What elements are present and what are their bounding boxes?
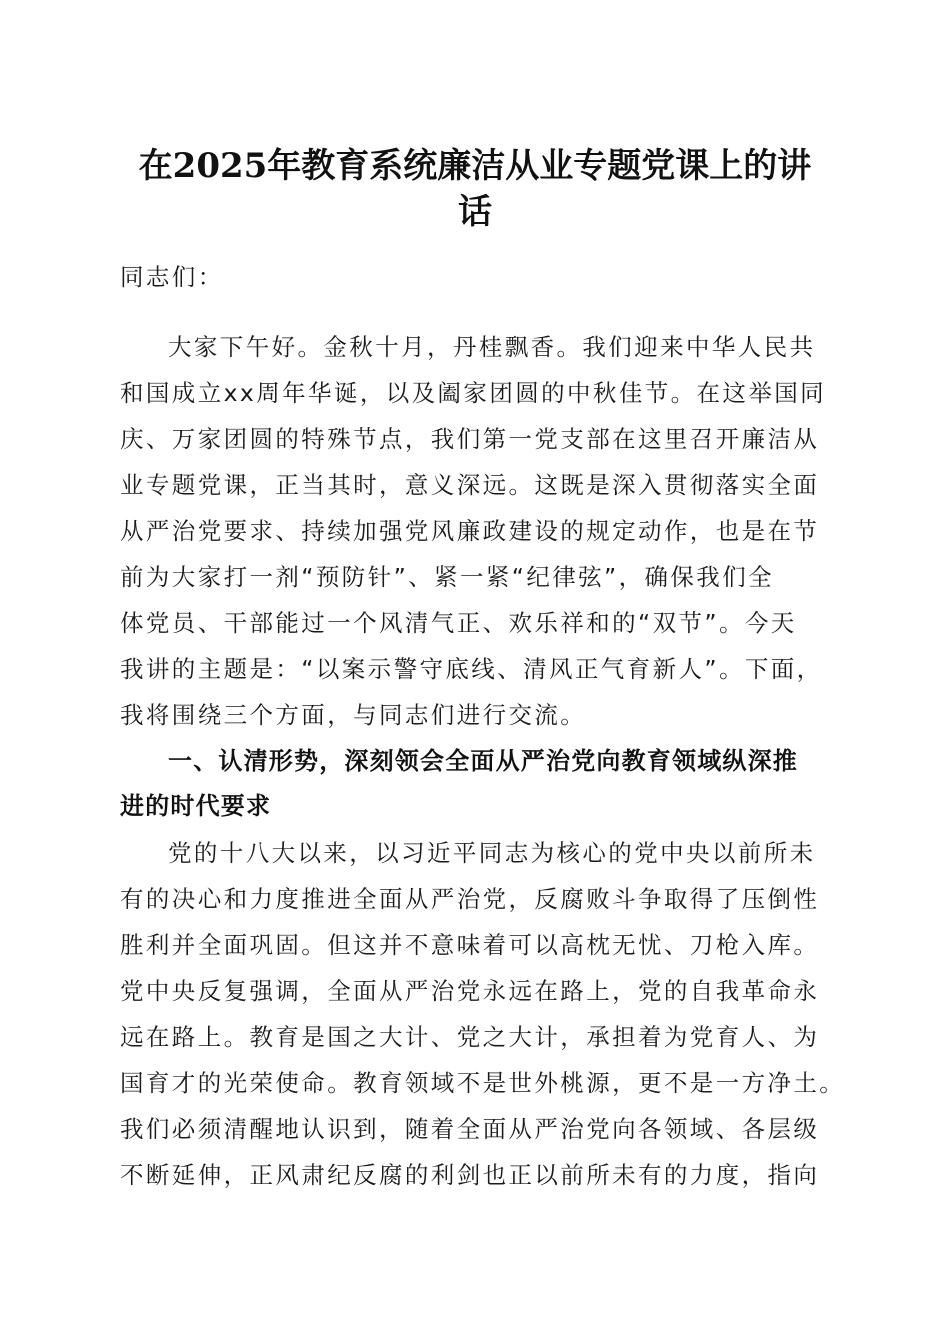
paragraph-2-line-5: 远在路上。教育是国之大计、党之大计，承担着为党育人、为 (120, 1023, 820, 1051)
paragraph-1-line-9: 我将围绕三个方面，与同志们进行交流。 (120, 701, 587, 729)
paragraph-2-line-1: 党的十八大以来，以习近平同志为核心的党中央以前所未 (168, 839, 816, 867)
paragraph-1-line-7: 体党员、干部能过一个风清气正、欢乐祥和的“双节”。今天 (120, 609, 797, 637)
paragraph-1-line-1: 大家下午好。金秋十月，丹桂飘香。我们迎来中华人民共 (168, 333, 816, 361)
paragraph-2-line-7: 我们必须清醒地认识到，随着全面从严治党向各领域、各层级 (120, 1115, 820, 1143)
paragraph-1-line-5: 从严治党要求、持续加强党风廉政建设的规定动作，也是在节 (120, 517, 820, 545)
paragraph-2-line-4: 党中央反复强调，全面从严治党永远在路上，党的自我革命永 (120, 977, 820, 1005)
document-title-line-2: 话 (458, 192, 492, 232)
paragraph-2-line-3: 胜利并全面巩固。但这并不意味着可以高枕无忧、刀枪入库。 (120, 931, 820, 959)
paragraph-2-line-8: 不断延伸，正风肃纪反腐的利剑也正以前所未有的力度，指向 (120, 1161, 820, 1189)
paragraph-1-line-2: 和国成立xx周年华诞，以及阖家团圆的中秋佳节。在这举国同 (120, 379, 827, 407)
paragraph-1-line-6: 前为大家打一剂“预防针”、紧一紧“纪律弦”，确保我们全 (120, 563, 774, 591)
section-heading-1-line-1: 一、认清形势，深刻领会全面从严治党向教育领域纵深推 (168, 747, 798, 775)
paragraph-1-line-3: 庆、万家团圆的特殊节点，我们第一党支部在这里召开廉洁从 (120, 425, 820, 453)
salutation: 同志们： (120, 263, 224, 291)
paragraph-1-line-8: 我讲的主题是：“以案示警守底线、清风正气育新人”。下面， (120, 655, 823, 683)
paragraph-2-line-6: 国育才的光荣使命。教育领域不是世外桃源，更不是一方净土。 (120, 1069, 846, 1097)
section-heading-1-line-2: 进的时代要求 (120, 792, 272, 820)
document-title-line-1: 在2025年教育系统廉洁从业专题党课上的讲 (138, 146, 812, 186)
paragraph-2-line-2: 有的决心和力度推进全面从严治党，反腐败斗争取得了压倒性 (120, 885, 820, 913)
paragraph-1-line-4: 业专题党课，正当其时，意义深远。这既是深入贯彻落实全面 (120, 471, 820, 499)
